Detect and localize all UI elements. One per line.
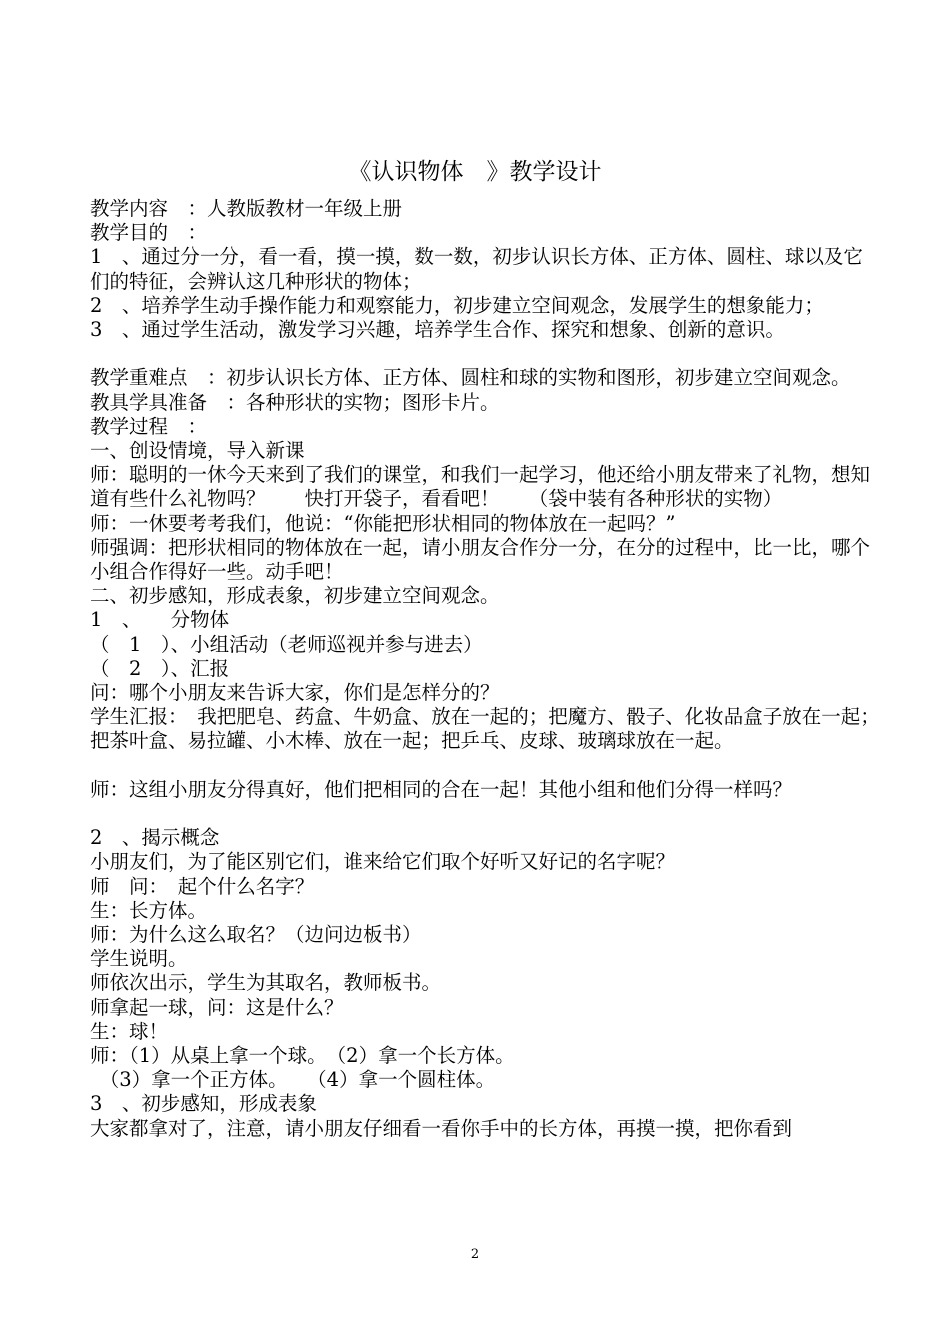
- paragraph-line: 学生汇报： 我把肥皂、药盒、牛奶盒、放在一起的；把魔方、骰子、化妆品盒子放在一起；把茶叶盒、易拉罐、小木棒、放在一起；把乒乓、皮球、玻璃球放在一起。: [90, 705, 880, 753]
- paragraph-line: 1 、 分物体: [90, 608, 230, 632]
- paragraph-line: 二、初步感知，形成表象，初步建立空间观念。: [90, 584, 500, 608]
- paragraph-line: 生：长方体。: [90, 898, 208, 922]
- paragraph-line: 大家都拿对了，注意，请小朋友仔细看一看你手中的长方体，再摸一摸，把你看到: [90, 1116, 793, 1140]
- document-body: [90, 197, 882, 1141]
- blank-line: [90, 802, 882, 826]
- paragraph-line: 小朋友们，为了能区别它们，谁来给它们取个好听又好记的名字呢？: [90, 850, 676, 874]
- paragraph-line: 教学目的 ：: [90, 221, 208, 245]
- paragraph-line: 师强调：把形状相同的物体放在一起，请小朋友合作分一分，在分的过程中，比一比，哪个小组合作得好一些。动手吧！: [90, 535, 871, 584]
- paragraph-line: 3 、通过学生活动，激发学习兴趣，培养学生合作、探究和想象、创新的意识。: [90, 318, 785, 342]
- paragraph-line: 问：哪个小朋友来告诉大家，你们是怎样分的？: [90, 681, 500, 705]
- paragraph-line: 3 、初步感知，形成表象: [90, 1092, 317, 1116]
- paragraph-line: 生：球！: [90, 1019, 169, 1043]
- paragraph-line: 师 问： 起个什么名字？: [90, 874, 315, 898]
- paragraph-line: 师拿起一球，问：这是什么？: [90, 995, 344, 1019]
- paragraph-line: 师：这组小朋友分得真好，他们把相同的合在一起！其他小组和他们分得一样吗？: [90, 777, 793, 801]
- paragraph-line: 2 、培养学生动手操作能力和观察能力，初步建立空间观念，发展学生的想象能力；: [90, 293, 824, 317]
- paragraph-line: 师依次出示，学生为其取名，教师板书。: [90, 971, 442, 995]
- paragraph-line: 师：为什么这么取名？（边问边板书）: [90, 923, 422, 947]
- paragraph-line: 师：（1）从桌上拿一个球。 （2）拿一个长方体。: [90, 1044, 515, 1068]
- paragraph-line: （ 2 ）、汇报: [90, 656, 230, 680]
- paragraph-line: （3）拿一个正方体。 （4）拿一个圆柱体。: [90, 1068, 496, 1092]
- paragraph-line: 学生说明。: [90, 947, 188, 971]
- paragraph-line: （ 1 ）、小组活动（老师巡视并参与进去）: [90, 632, 483, 656]
- paragraph-line: 教学重难点 ：初步认识长方体、正方体、圆柱和球的实物和图形，初步建立空间观念。: [90, 366, 851, 390]
- paragraph-line: 师：一休要考考我们，他说：“你能把形状相同的物体放在一起吗？”: [90, 511, 676, 535]
- paragraph-line: 一、创设情境，导入新课: [90, 439, 305, 463]
- paragraph-line: 教学内容 ：人教版教材一年级上册: [90, 197, 403, 220]
- paragraph-line: 2 、揭示概念: [90, 826, 220, 850]
- paragraph-line: 教学过程 ：: [90, 414, 208, 438]
- paragraph-line: 教具学具准备 ：各种形状的实物；图形卡片。: [90, 390, 500, 414]
- paragraph-line: 1 、通过分一分，看一看，摸一摸，数一数，初步认识长方体、正方体、圆柱、球以及它们的特征，会辨认这几种形状的物体；: [90, 245, 863, 293]
- blank-line: [90, 342, 882, 366]
- document-title: 《认识物体 》教学设计: [348, 159, 602, 185]
- page-number: 2: [470, 1247, 480, 1262]
- blank-line: [90, 754, 882, 778]
- paragraph-line: 师：聪明的一休今天来到了我们的课堂，和我们一起学习，他还给小朋友带来了礼物，想知道有些什么礼物吗？ 快打开袋子，看看吧！ （袋中装有各种形状的实物）: [90, 463, 871, 511]
